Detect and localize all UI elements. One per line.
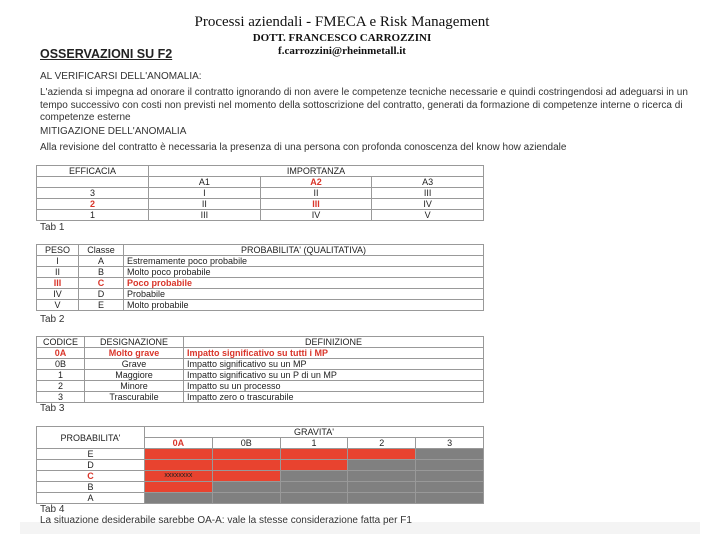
header-cell: Classe — [79, 245, 124, 256]
risk-cell — [348, 460, 416, 471]
header-cell: PROBABILITA' (QUALITATIVA) — [124, 245, 484, 256]
risk-cell — [145, 449, 213, 460]
empty-cell — [37, 177, 149, 188]
risk-cell — [145, 482, 213, 493]
table-cell: Probabile — [124, 289, 484, 300]
risk-cell — [212, 493, 280, 504]
table-cell: Impatto significativo su un MP — [184, 359, 484, 370]
header-cell: GRAVITA' — [145, 427, 484, 438]
table-cell: IV — [37, 289, 79, 300]
header-cell: A2 — [260, 177, 372, 188]
table-cell: II — [260, 188, 372, 199]
table-cell: Molto probabile — [124, 300, 484, 311]
header-row — [37, 166, 484, 177]
table-cell: I — [37, 256, 79, 267]
matrix-row — [37, 482, 484, 493]
header-row — [37, 427, 484, 438]
table-row — [37, 392, 484, 403]
mitigation-heading: MITIGAZIONE DELL'ANOMALIA — [40, 126, 187, 137]
table-cell: Impatto significativo su un P di un MP — [184, 370, 484, 381]
table-row — [37, 289, 484, 300]
table-row — [37, 381, 484, 392]
table-row — [37, 300, 484, 311]
risk-cell — [212, 460, 280, 471]
header-cell: CODICE — [37, 337, 85, 348]
table-cell: Poco probabile — [124, 278, 484, 289]
risk-cell — [212, 471, 280, 482]
table-cell: Impatto su un processo — [184, 381, 484, 392]
matrix-row — [37, 471, 484, 482]
table-cell: Impatto significativo su tutti i MP — [184, 348, 484, 359]
risk-cell — [416, 449, 484, 460]
header-cell: DEFINIZIONE — [184, 337, 484, 348]
tab1-caption: Tab 1 — [40, 222, 65, 233]
table-row — [37, 348, 484, 359]
table-cell: 2 — [37, 199, 149, 210]
table-cell: 1 — [37, 370, 85, 381]
table-cell: Impatto zero o trascurabile — [184, 392, 484, 403]
mitigation-text: Alla revisione del contratto è necessaria la presenza di una persona con profonda conoscenza del know how aziendale — [40, 142, 567, 153]
header-cell: 0B — [212, 438, 280, 449]
header-row — [37, 177, 484, 188]
table-row — [37, 267, 484, 278]
probability-table — [36, 244, 484, 311]
header-cell: PESO — [37, 245, 79, 256]
table-row — [37, 188, 484, 199]
risk-matrix-table — [36, 426, 484, 504]
risk-cell: xxxxxxxx — [145, 471, 213, 482]
table-row — [37, 256, 484, 267]
header-cell: A3 — [372, 177, 484, 188]
table-cell: Minore — [85, 381, 184, 392]
risk-cell — [348, 482, 416, 493]
email-link[interactable]: f.carrozzini@rheinmetall.it — [278, 45, 406, 57]
table-cell: IV — [260, 210, 372, 221]
conclusion-text: La situazione desiderabile sarebbe OA-A: vale la stesse considerazione fatta per F1 — [40, 515, 412, 526]
risk-cell — [280, 471, 348, 482]
table-cell: Maggiore — [85, 370, 184, 381]
header-cell: 3 — [416, 438, 484, 449]
table-cell: 3 — [37, 188, 149, 199]
matrix-row — [37, 493, 484, 504]
table-cell: 0B — [37, 359, 85, 370]
risk-cell — [280, 493, 348, 504]
table-cell: 0A — [37, 348, 85, 359]
header-cell: EFFICACIA — [37, 166, 149, 177]
probability-label: A — [37, 493, 145, 504]
efficacy-importance-table — [36, 165, 484, 221]
risk-cell — [416, 471, 484, 482]
header-cell: PROBABILITA' — [37, 427, 145, 449]
risk-cell — [280, 460, 348, 471]
tab2-caption: Tab 2 — [40, 314, 65, 325]
table-cell: III — [372, 188, 484, 199]
table-cell: Molto grave — [85, 348, 184, 359]
table-cell: 1 — [37, 210, 149, 221]
risk-cell — [280, 482, 348, 493]
tab4-caption: Tab 4 — [40, 504, 65, 515]
probability-label: D — [37, 460, 145, 471]
table-cell: C — [79, 278, 124, 289]
probability-label: C — [37, 471, 145, 482]
header-cell: 2 — [348, 438, 416, 449]
severity-table — [36, 336, 484, 403]
slide-title: Processi aziendali - FMECA e Risk Management — [194, 14, 490, 30]
risk-cell — [212, 482, 280, 493]
table-cell: 3 — [37, 392, 85, 403]
table-cell: Molto poco probabile — [124, 267, 484, 278]
header-row — [37, 245, 484, 256]
anomaly-text: L'azienda si impegna ad onorare il contratto ignorando di non avere le competenze tecniche necessarie e quindi costringendosi ad adeguarsi in un tempo successivo con costi non previsti nel momento della sottoscrizione del contratto, generati da formazione di competenze interne o ricerca di competenze esterne — [40, 87, 688, 123]
table-cell: V — [37, 300, 79, 311]
table-row — [37, 199, 484, 210]
table-cell: I — [149, 188, 261, 199]
table-cell: D — [79, 289, 124, 300]
risk-cell — [145, 493, 213, 504]
risk-cell — [348, 471, 416, 482]
risk-cell — [280, 449, 348, 460]
table-cell: III — [149, 210, 261, 221]
matrix-row — [37, 460, 484, 471]
section-title: OSSERVAZIONI SU F2 — [40, 47, 173, 61]
risk-cell — [416, 493, 484, 504]
probability-label: B — [37, 482, 145, 493]
anomaly-heading: AL VERIFICARSI DELL'ANOMALIA: — [40, 71, 202, 82]
header-cell: 0A — [145, 438, 213, 449]
table-cell: A — [79, 256, 124, 267]
table-cell: E — [79, 300, 124, 311]
table-row — [37, 370, 484, 381]
table-cell: Estremamente poco probabile — [124, 256, 484, 267]
table-cell: III — [37, 278, 79, 289]
table-cell: II — [149, 199, 261, 210]
risk-cell — [145, 460, 213, 471]
author: DOTT. FRANCESCO CARROZZINI — [252, 32, 432, 44]
table-cell: Trascurabile — [85, 392, 184, 403]
header-cell: A1 — [149, 177, 261, 188]
header-row — [37, 337, 484, 348]
table-row — [37, 278, 484, 289]
header-cell: IMPORTANZA — [149, 166, 484, 177]
table-cell: Grave — [85, 359, 184, 370]
table-cell: III — [260, 199, 372, 210]
header-cell: 1 — [280, 438, 348, 449]
risk-cell — [416, 460, 484, 471]
table-cell: V — [372, 210, 484, 221]
table-cell: II — [37, 267, 79, 278]
table-row — [37, 359, 484, 370]
matrix-row — [37, 449, 484, 460]
table-cell: 2 — [37, 381, 85, 392]
risk-cell — [348, 449, 416, 460]
table-cell: IV — [372, 199, 484, 210]
header-cell: DESIGNAZIONE — [85, 337, 184, 348]
risk-cell — [348, 493, 416, 504]
risk-cell — [416, 482, 484, 493]
table-row — [37, 210, 484, 221]
tab3-caption: Tab 3 — [40, 403, 65, 414]
table-cell: B — [79, 267, 124, 278]
risk-cell — [212, 449, 280, 460]
probability-label: E — [37, 449, 145, 460]
